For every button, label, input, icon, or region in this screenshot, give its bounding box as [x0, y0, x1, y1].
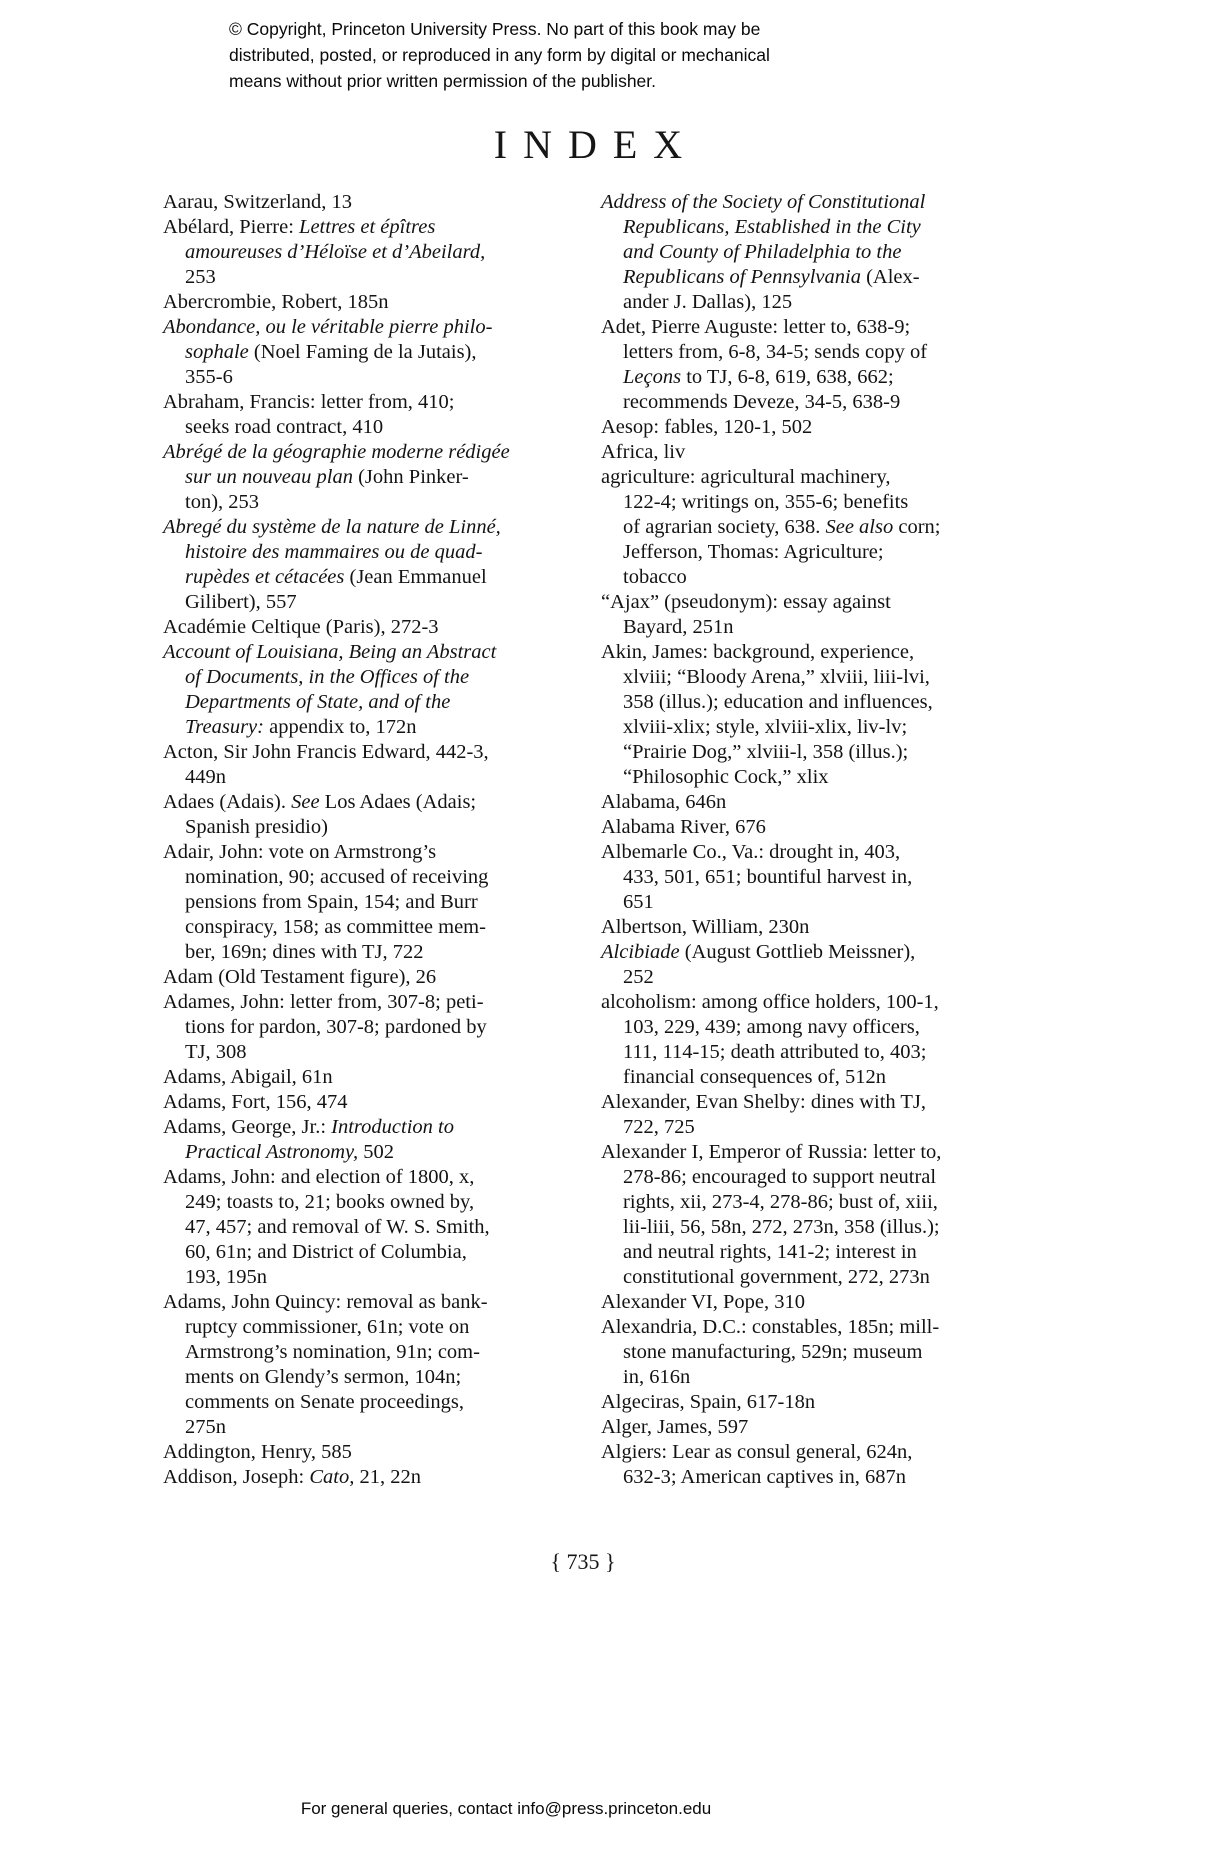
entry-line-continuation: 249; toasts to, 21; books owned by, — [185, 1191, 475, 1213]
entry-line-continuation: 47, 457; and removal of W. S. Smith, — [185, 1216, 490, 1238]
entry-line: Abrégé de la géographie moderne rédigée — [163, 441, 510, 463]
entry-line-continuation: lii-liii, 56, 58n, 272, 273n, 358 (illus.); — [623, 1216, 940, 1238]
entry-line-continuation: “Philosophic Cock,” xlix — [623, 766, 829, 788]
entry-line-continuation: 275n — [185, 1416, 226, 1438]
index-entry — [601, 940, 996, 990]
entry-line-continuation: 193, 195n — [185, 1266, 267, 1288]
entry-line-continuation: ber, 169n; dines with TJ, 722 — [185, 941, 424, 963]
entry-line: Adams, John Quincy: removal as bank- — [163, 1291, 488, 1313]
entry-line-continuation: sur un nouveau plan (John Pinker- — [185, 466, 469, 488]
entry-line-continuation: 651 — [623, 891, 654, 913]
index-entry — [163, 190, 547, 215]
index-entry — [163, 1090, 547, 1115]
entry-line: Abregé du système de la nature de Linné, — [163, 516, 501, 538]
entry-line: Account of Louisiana, Being an Abstract — [163, 641, 497, 663]
index-entry — [163, 965, 547, 990]
entry-line-continuation: comments on Senate proceedings, — [185, 1391, 464, 1413]
index-entry — [601, 1090, 996, 1140]
index-entry — [163, 990, 547, 1065]
entry-line: Algeciras, Spain, 617-18n — [601, 1391, 816, 1413]
entry-line-continuation: 722, 725 — [623, 1116, 695, 1138]
entry-line-continuation: 253 — [185, 266, 216, 288]
entry-line: Acton, Sir John Francis Edward, 442-3, — [163, 741, 489, 763]
entry-line-continuation: 358 (illus.); education and influences, — [623, 691, 933, 713]
page-title: INDEX — [493, 122, 699, 167]
index-entry — [163, 840, 547, 965]
entry-line-continuation: tobacco — [623, 566, 687, 588]
entry-line-continuation: Gilibert), 557 — [185, 591, 297, 613]
index-entry — [163, 215, 547, 290]
entry-line-continuation: sophale (Noel Faming de la Jutais), — [185, 341, 477, 363]
entry-line: Alcibiade (August Gottlieb Meissner), — [601, 941, 916, 963]
entry-line: Abondance, ou le véritable pierre philo- — [163, 316, 493, 338]
entry-line-continuation: histoire des mammaires ou de quad- — [185, 541, 483, 563]
index-entry — [163, 315, 547, 390]
copyright-line: distributed, posted, or reproduced in any form by digital or mechanical — [229, 45, 770, 65]
entry-line-continuation: 632-3; American captives in, 687n — [623, 1466, 906, 1488]
entry-line-continuation: Republicans, Established in the City — [623, 216, 921, 238]
entry-line-continuation: 433, 501, 651; bountiful harvest in, — [623, 866, 913, 888]
entry-line-continuation: stone manufacturing, 529n; museum — [623, 1341, 923, 1363]
entry-line-continuation: of agrarian society, 638. See also corn; — [623, 516, 941, 538]
entry-line-continuation: 278-86; encouraged to support neutral — [623, 1166, 937, 1188]
index-entry — [163, 1165, 547, 1290]
entry-line: Addison, Joseph: Cato, 21, 22n — [163, 1466, 421, 1488]
entry-line-continuation: Spanish presidio) — [185, 816, 328, 838]
entry-line: Adam (Old Testament figure), 26 — [163, 966, 437, 988]
entry-line-continuation: seeks road contract, 410 — [185, 416, 384, 438]
entry-line-continuation: 449n — [185, 766, 226, 788]
index-entry — [163, 1290, 547, 1440]
footer-contact: For general queries, contact info@press.princeton.edu — [300, 1799, 712, 1818]
entry-line: Adams, Abigail, 61n — [163, 1066, 333, 1088]
entry-line-continuation: financial consequences of, 512n — [623, 1066, 886, 1088]
entry-line-continuation: conspiracy, 158; as committee mem- — [185, 916, 486, 938]
entry-line: Aarau, Switzerland, 13 — [163, 191, 352, 213]
entry-line: “Ajax” (pseudonym): essay against — [601, 591, 891, 613]
index-entry — [163, 390, 547, 440]
index-entry — [163, 640, 547, 740]
entry-line-continuation: ments on Glendy’s sermon, 104n; — [185, 1366, 462, 1388]
entry-line-continuation: nomination, 90; accused of receiving — [185, 866, 489, 888]
index-entry — [601, 790, 996, 815]
index-entry — [163, 440, 547, 515]
index-entry — [163, 790, 547, 840]
index-entry — [601, 1415, 996, 1440]
entry-line-continuation: “Prairie Dog,” xlviii-l, 358 (illus.); — [623, 741, 909, 763]
entry-line: Abercrombie, Robert, 185n — [163, 291, 389, 313]
entry-line: Adair, John: vote on Armstrong’s — [163, 841, 437, 863]
index-entry — [163, 1115, 547, 1165]
entry-line-continuation: TJ, 308 — [185, 1041, 247, 1063]
entry-line-continuation: rupèdes et cétacées (Jean Emmanuel — [185, 566, 487, 588]
entry-line-continuation: rights, xii, 273-4, 278-86; bust of, xiii, — [623, 1191, 938, 1213]
entry-line: Alabama, 646n — [601, 791, 727, 813]
page-number: { 735 } — [550, 1549, 616, 1574]
index-entry — [601, 440, 996, 465]
entry-line: Adames, John: letter from, 307-8; peti- — [163, 991, 484, 1013]
entry-line: Akin, James: background, experience, — [601, 641, 915, 663]
index-entry — [601, 840, 996, 915]
entry-line: Adams, John: and election of 1800, x, — [163, 1166, 475, 1188]
entry-line: Alexandria, D.C.: constables, 185n; mill- — [601, 1316, 940, 1338]
entry-line: Alger, James, 597 — [601, 1416, 749, 1438]
entry-line-continuation: letters from, 6-8, 34-5; sends copy of — [623, 341, 928, 363]
index-entry — [163, 1465, 547, 1490]
entry-line-continuation: in, 616n — [623, 1366, 691, 1388]
entry-line-continuation: 111, 114-15; death attributed to, 403; — [623, 1041, 927, 1063]
entry-line-continuation: ton), 253 — [185, 491, 260, 513]
entry-line-continuation: and neutral rights, 141-2; interest in — [623, 1241, 917, 1263]
entry-line-continuation: Republicans of Pennsylvania (Alex- — [623, 266, 920, 288]
entry-line: Adams, George, Jr.: Introduction to — [163, 1116, 454, 1138]
index-entry — [601, 590, 996, 640]
index-entry — [163, 615, 547, 640]
entry-line: Académie Celtique (Paris), 272-3 — [163, 616, 439, 638]
index-entry — [601, 190, 996, 315]
entry-line-continuation: Armstrong’s nomination, 91n; com- — [185, 1341, 480, 1363]
entry-line-continuation: 252 — [623, 966, 654, 988]
entry-line: agriculture: agricultural machinery, — [601, 466, 891, 488]
entry-line-continuation: Jefferson, Thomas: Agriculture; — [623, 541, 884, 563]
entry-line: Albemarle Co., Va.: drought in, 403, — [601, 841, 901, 863]
entry-line-continuation: xlviii; “Bloody Arena,” xlviii, liii-lvi, — [623, 666, 930, 688]
entry-line: Alabama River, 676 — [601, 816, 766, 838]
entry-line: Alexander VI, Pope, 310 — [601, 1291, 806, 1313]
index-entry — [601, 315, 996, 415]
entry-line: Addington, Henry, 585 — [163, 1441, 352, 1463]
entry-line-continuation: recommends Deveze, 34-5, 638-9 — [623, 391, 901, 413]
index-entry — [601, 1440, 996, 1490]
entry-line: Alexander, Evan Shelby: dines with TJ, — [601, 1091, 927, 1113]
entry-line: Albertson, William, 230n — [601, 916, 810, 938]
index-entry — [601, 1315, 996, 1390]
index-entry — [601, 990, 996, 1090]
index-column-right — [601, 190, 996, 1490]
index-entry — [601, 640, 996, 790]
entry-line: Aesop: fables, 120-1, 502 — [601, 416, 813, 438]
copyright-line: © Copyright, Princeton University Press. No part of this book may be — [229, 19, 761, 39]
entry-line-continuation: 60, 61n; and District of Columbia, — [185, 1241, 467, 1263]
index-entry — [163, 1065, 547, 1090]
index-entry — [163, 290, 547, 315]
index-entry — [601, 815, 996, 840]
entry-line: Adet, Pierre Auguste: letter to, 638-9; — [601, 316, 911, 338]
index-entry — [601, 415, 996, 440]
index-entry — [601, 465, 996, 590]
index-entry — [163, 515, 547, 615]
entry-line-continuation: 355-6 — [185, 366, 233, 388]
entry-line-continuation: tions for pardon, 307-8; pardoned by — [185, 1016, 487, 1038]
entry-line: Abraham, Francis: letter from, 410; — [163, 391, 455, 413]
entry-line-continuation: ander J. Dallas), 125 — [623, 291, 793, 313]
entry-line-continuation: ruptcy commissioner, 61n; vote on — [185, 1316, 470, 1338]
entry-line-continuation: and County of Philadelphia to the — [623, 241, 902, 263]
entry-line-continuation: Practical Astronomy, 502 — [185, 1141, 394, 1163]
copyright-line: means without prior written permission of the publisher. — [229, 71, 657, 91]
entry-line-continuation: Treasury: appendix to, 172n — [185, 716, 417, 738]
entry-line-continuation: amoureuses d’Héloïse et d’Abeilard, — [185, 241, 486, 263]
entry-line-continuation: Leçons to TJ, 6-8, 619, 638, 662; — [623, 366, 894, 388]
entry-line-continuation: 122-4; writings on, 355-6; benefits — [623, 491, 909, 513]
entry-line-continuation: Bayard, 251n — [623, 616, 734, 638]
entry-line: alcoholism: among office holders, 100-1, — [601, 991, 939, 1013]
index-entry — [601, 915, 996, 940]
index-entry — [601, 1290, 996, 1315]
index-entry — [601, 1390, 996, 1415]
entry-line: Adams, Fort, 156, 474 — [163, 1091, 348, 1113]
index-column-left — [163, 190, 547, 1490]
entry-line: Address of the Society of Constitutional — [601, 191, 926, 213]
index-entry — [163, 740, 547, 790]
index-entry — [163, 1440, 547, 1465]
entry-line-continuation: constitutional government, 272, 273n — [623, 1266, 930, 1288]
entry-line-continuation: pensions from Spain, 154; and Burr — [185, 891, 478, 913]
entry-line-continuation: 103, 229, 439; among navy officers, — [623, 1016, 920, 1038]
entry-line: Alexander I, Emperor of Russia: letter to, — [601, 1141, 942, 1163]
index-entry — [601, 1140, 996, 1290]
entry-line-continuation: Departments of State, and of the — [185, 691, 451, 713]
copyright-notice — [229, 16, 839, 94]
entry-line-continuation: of Documents, in the Offices of the — [185, 666, 470, 688]
entry-line: Algiers: Lear as consul general, 624n, — [601, 1441, 913, 1463]
entry-line: Abélard, Pierre: Lettres et épîtres — [163, 216, 436, 238]
entry-line: Africa, liv — [601, 441, 686, 463]
entry-line-continuation: xlviii-xlix; style, xlviii-xlix, liv-lv; — [623, 716, 908, 738]
entry-line: Adaes (Adais). See Los Adaes (Adais; — [163, 791, 477, 813]
